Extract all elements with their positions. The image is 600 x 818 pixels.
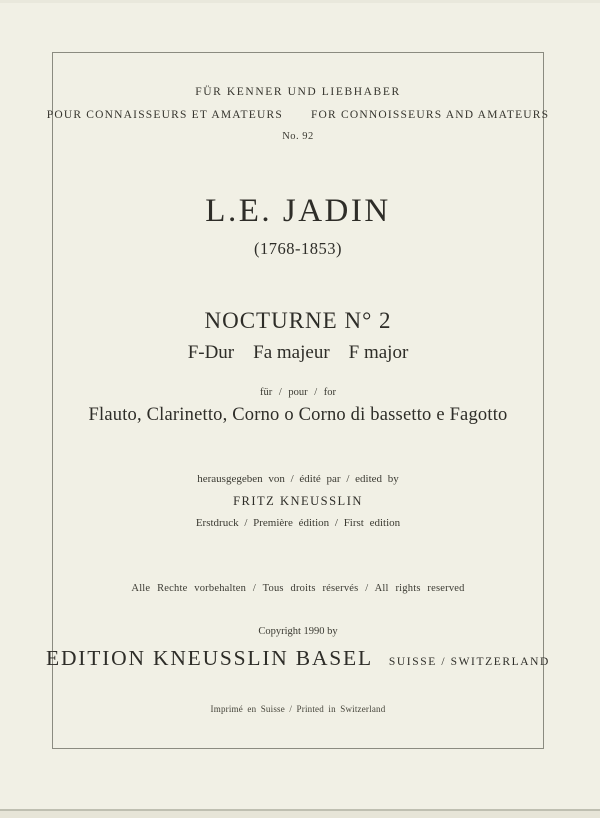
series-title-english: FOR CONNOISSEURS AND AMATEURS: [310, 109, 550, 121]
copyright-line: Copyright 1990 by: [258, 626, 338, 637]
series-title-french: POUR CONNAISSEURS ET AMATEURS: [46, 109, 283, 121]
publisher-name: EDITION KNEUSSLIN BASEL: [46, 646, 373, 670]
catalog-number: No. 92: [282, 131, 314, 142]
key-german: F-Dur: [187, 342, 235, 363]
instrumentation: Flauto, Clarinetto, Corno o Corno di bassetto e Fagotto: [88, 405, 508, 425]
key-french: Fa majeur: [253, 342, 330, 363]
series-title-german: FÜR KENNER UND LIEBHABER: [195, 86, 401, 98]
publisher-country: SUISSE / SWITZERLAND: [388, 656, 550, 668]
publisher-line: [46, 645, 550, 675]
editor-name: FRITZ KNEUSSLIN: [233, 494, 363, 508]
scan-bottom-edge: [0, 809, 600, 818]
key-english: F major: [348, 342, 409, 363]
edited-by-label: herausgegeben von / édité par / edited by: [197, 473, 399, 485]
composer-dates: (1768-1853): [254, 239, 342, 258]
edition-statement: Erstdruck / Première édition / First edition: [195, 517, 401, 529]
composer-name: L.E. JADIN: [205, 193, 391, 229]
scan-top-edge: [0, 0, 600, 3]
work-title: NOCTURNE N° 2: [204, 308, 392, 333]
work-key-row: [53, 341, 543, 364]
for-label: für / pour / for: [259, 387, 337, 398]
series-title-translations: [46, 108, 550, 122]
border-frame: [46, 52, 550, 749]
printed-in-line: Imprimé en Suisse / Printed in Switzerland: [210, 704, 386, 714]
rights-statement: Alle Rechte vorbehalten / Tous droits réservés / All rights reserved: [131, 583, 465, 594]
